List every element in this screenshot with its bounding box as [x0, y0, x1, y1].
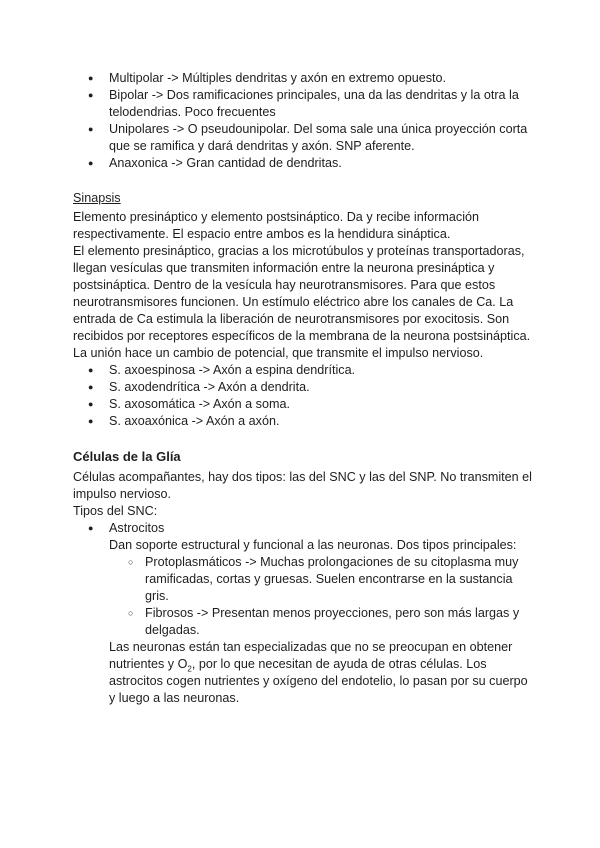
astrocitos-label: Astrocitos	[109, 521, 165, 535]
list-item: ● Anaxonica -> Gran cantidad de dendritas.	[73, 155, 533, 172]
glia-intro: Células acompañantes, hay dos tipos: las del SNC y las del SNP. No transmiten el impulso nervioso.	[73, 470, 532, 501]
sinapsis-paragraph-1: Elemento presináptico y elemento postsináptico. Da y recibe información respectivamente. El espacio entre ambos es la hendidura sináptica.	[73, 210, 480, 241]
list-item: ● Unipolares -> O pseudounipolar. Del soma sale una única proyección corta que se ramifica y dará dendritas y axón. SNP aferente.	[73, 121, 533, 155]
synapse-types-list	[73, 362, 533, 430]
list-item: ● Bipolar -> Dos ramificaciones principales, una da las dendritas y la otra la telodendrias. Poco frecuentes	[73, 87, 533, 121]
list-item-astrocitos	[73, 520, 533, 639]
neuron-types-list	[73, 70, 533, 172]
astrocitos-closing-paragraph: Las neuronas están tan especializadas que no se preocupan en obtener nutrientes y $O_2$, por lo que necesitan de ayuda de otras células. Los astrocitos cogen nutrientes y oxígeno del endotelio, lo pasan por su cuerpo y luego a las neuronas.	[109, 640, 528, 705]
astrocito-types-list	[109, 554, 533, 639]
list-item: ○ Fibrosos -> Presentan menos proyecciones, pero son más largas y delgadas.	[109, 605, 533, 639]
sinapsis-paragraph-2: El elemento presináptico, gracias a los microtúbulos y proteínas transportadoras, llegan vesículas que transmiten información entre la neurona presináptica y postsináptica. Dentro de la vesícula hay neurotransmisores. Para que estos neurotransmisores funcionen. Un estímulo eléctrico abre los canales de Ca. La entrada de Ca estimula la liberación de neurotransmisores por exocitosis. Son recibidos por receptores específicos de la membrana de la neurona postsináptica. La unión hace un cambio de potencial, que transmite el impulso nervioso.	[73, 244, 531, 360]
list-item: ● Multipolar -> Múltiples dendritas y axón en extremo opuesto.	[73, 70, 533, 87]
snc-types-list	[73, 520, 533, 639]
sinapsis-heading: Sinapsis	[73, 191, 121, 205]
snc-label: Tipos del SNC:	[73, 504, 158, 518]
document-page	[73, 70, 533, 707]
list-item: ● S. axodendrítica -> Axón a dendrita.	[73, 379, 533, 396]
list-item: ● S. axoaxónica -> Axón a axón.	[73, 413, 533, 430]
glia-heading: Células de la Glía	[73, 449, 181, 464]
list-item: ● S. axoespinosa -> Axón a espina dendrítica.	[73, 362, 533, 379]
astrocitos-description: Dan soporte estructural y funcional a las neuronas. Dos tipos principales:	[109, 538, 517, 552]
list-item: ● S. axosomática -> Axón a soma.	[73, 396, 533, 413]
list-item: ○ Protoplasmáticos -> Muchas prolongaciones de su citoplasma muy ramificadas, cortas y gruesas. Suelen encontrarse en la sustancia gris.	[109, 554, 533, 605]
